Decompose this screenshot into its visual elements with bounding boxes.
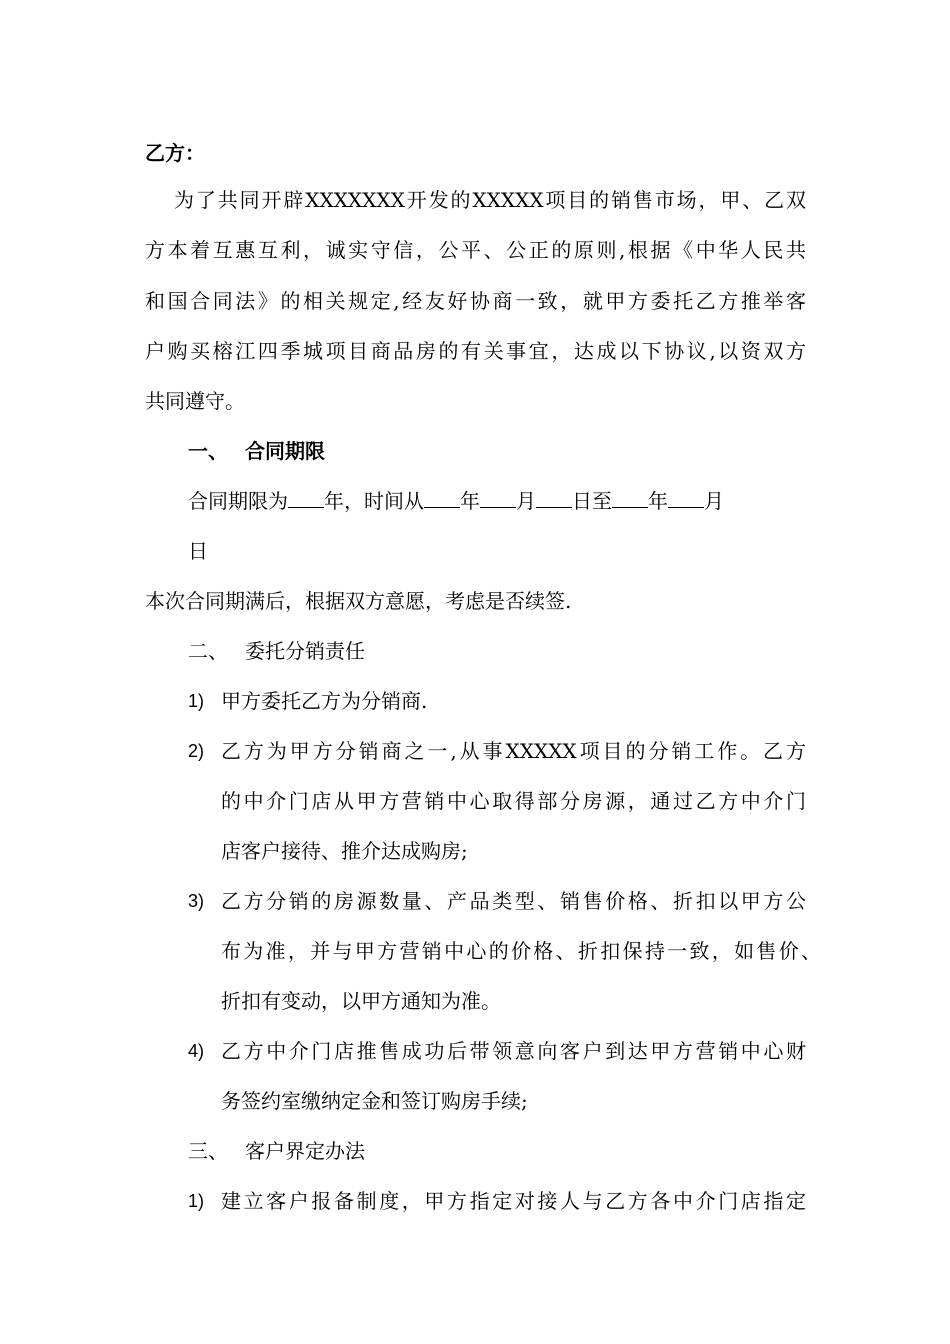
intro-line-4: 户购买榕江四季城项目商品房的有关事宜，达成以下协议,以资双方 — [145, 339, 806, 363]
list-item-line: 乙方分销的房源数量、产品类型、销售价格、折扣以甲方公 — [221, 889, 806, 913]
list-item-line: 建立客户报备制度，甲方指定对接人与乙方各中介门店指定 — [221, 1189, 806, 1213]
list-item-line: 务签约室缴纳定金和签订购房手续; — [221, 1089, 528, 1113]
section-2-title: 委托分销责任 — [245, 639, 365, 663]
list-item-line: 乙方中介门店推售成功后带领意向客户到达甲方营销中心财 — [221, 1039, 806, 1063]
list-item-line: 折扣有变动，以甲方通知为准。 — [221, 989, 501, 1013]
period-text-5: 日至 — [572, 489, 612, 513]
list-item-line: 的中介门店从甲方营销中心取得部分房源，通过乙方中介门 — [221, 789, 806, 813]
intro-line-3: 和国合同法》的相关规定,经友好协商一致，就甲方委托乙方推举客 — [145, 289, 806, 313]
blank-start-year — [424, 489, 460, 508]
list-item-line: 乙方为甲方分销商之一,从事XXXXX项目的分销工作。乙方 — [221, 739, 806, 763]
period-text-7: 月 — [704, 489, 724, 513]
list-item-line: 甲方委托乙方为分销商. — [221, 689, 428, 713]
intro-line-2: 方本着互惠互利，诚实守信，公平、公正的原则,根据《中华人民共 — [145, 238, 806, 262]
blank-years — [288, 489, 324, 508]
list-item-number: 3) — [188, 891, 205, 911]
party-b-label: 乙方： — [145, 141, 205, 165]
renewal-note: 本次合同期满后，根据双方意愿，考虑是否续签. — [145, 589, 572, 613]
period-text-4: 月 — [516, 489, 536, 513]
period-day: 日 — [188, 539, 208, 563]
list-item-line: 店客户接待、推介达成购房; — [221, 839, 468, 863]
blank-start-day — [536, 489, 572, 508]
period-text-2: 年，时间从 — [324, 489, 424, 513]
section-1-number: 一、 — [188, 439, 228, 463]
period-text-1: 合同期限为 — [188, 489, 288, 513]
list-item-number: 4) — [188, 1041, 205, 1061]
intro-line-5: 共同遵守。 — [145, 389, 245, 413]
blank-start-month — [480, 489, 516, 508]
section-1-title: 合同期限 — [245, 439, 325, 463]
section-2-number: 二、 — [188, 639, 228, 663]
section-3-title: 客户界定办法 — [245, 1139, 365, 1163]
blank-end-month — [668, 489, 704, 508]
list-item-number: 1) — [188, 1191, 205, 1211]
intro-line-1: 为了共同开辟XXXXXXX开发的XXXXX项目的销售市场，甲、乙双 — [174, 188, 806, 212]
list-item-number: 1) — [188, 691, 205, 711]
period-text-3: 年 — [460, 489, 480, 513]
list-item-number: 2) — [188, 741, 205, 761]
contract-period-line — [188, 487, 724, 515]
section-3-number: 三、 — [188, 1139, 228, 1163]
blank-end-year — [612, 489, 648, 508]
list-item-line: 布为准，并与甲方营销中心的价格、折扣保持一致，如售价、 — [221, 939, 821, 963]
period-text-6: 年 — [648, 489, 668, 513]
